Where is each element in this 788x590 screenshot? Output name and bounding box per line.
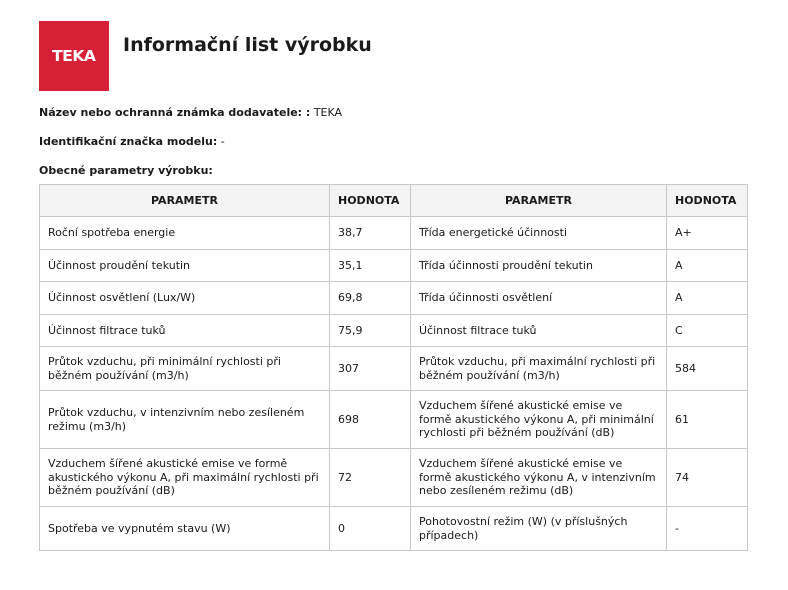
- value-cell: 0: [330, 507, 411, 551]
- value-cell: -: [667, 507, 748, 551]
- general-params-label: Obecné parametry výrobku:: [39, 164, 213, 177]
- value-cell: 38,7: [330, 217, 411, 250]
- value-cell: A: [667, 282, 748, 315]
- value-cell: A+: [667, 217, 748, 250]
- model-label: Identifikační značka modelu:: [39, 135, 218, 148]
- table-row: [40, 347, 748, 391]
- table-row: [40, 391, 748, 449]
- table-row: [40, 282, 748, 315]
- value-cell: 75,9: [330, 314, 411, 347]
- value-cell: C: [667, 314, 748, 347]
- param-cell: Průtok vzduchu, při maximální rychlosti při běžném používání (m3/h): [411, 347, 667, 391]
- table-row: [40, 217, 748, 250]
- page-title: Informační list výrobku: [123, 34, 372, 56]
- value-cell: 698: [330, 391, 411, 449]
- param-cell: Roční spotřeba energie: [40, 217, 330, 250]
- param-cell: Třída energetické účinnosti: [411, 217, 667, 250]
- value-cell: A: [667, 249, 748, 282]
- param-cell: Průtok vzduchu, při minimální rychlosti při běžném používání (m3/h): [40, 347, 330, 391]
- header-parameter-2: PARAMETR: [411, 185, 667, 217]
- supplier-label: Název nebo ochranná známka dodavatele: :: [39, 106, 311, 119]
- table-row: [40, 314, 748, 347]
- header-value-1: HODNOTA: [330, 185, 411, 217]
- logo-text: TEKA: [52, 47, 96, 65]
- value-cell: 69,8: [330, 282, 411, 315]
- value-cell: 584: [667, 347, 748, 391]
- parameters-table: [39, 184, 748, 551]
- param-cell: Vzduchem šířené akustické emise ve formě akustického výkonu A, v intenzivním nebo zesíleném režimu (dB): [411, 449, 667, 507]
- param-cell: Účinnost filtrace tuků: [40, 314, 330, 347]
- table-row: [40, 249, 748, 282]
- teka-logo: [39, 21, 109, 91]
- table-row: [40, 507, 748, 551]
- value-cell: 307: [330, 347, 411, 391]
- value-cell: 61: [667, 391, 748, 449]
- param-cell: Účinnost proudění tekutin: [40, 249, 330, 282]
- param-cell: Třída účinnosti proudění tekutin: [411, 249, 667, 282]
- value-cell: 35,1: [330, 249, 411, 282]
- supplier-value: TEKA: [313, 106, 343, 119]
- param-cell: Vzduchem šířené akustické emise ve formě akustického výkonu A, při minimální rychlosti při běžném používání (dB): [411, 391, 667, 449]
- value-cell: 74: [667, 449, 748, 507]
- param-cell: Pohotovostní režim (W) (v příslušných případech): [411, 507, 667, 551]
- param-cell: Účinnost filtrace tuků: [411, 314, 667, 347]
- table-header-row: [40, 185, 748, 217]
- param-cell: Vzduchem šířené akustické emise ve formě akustického výkonu A, při maximální rychlosti při běžném používání (dB): [40, 449, 330, 507]
- param-cell: Spotřeba ve vypnutém stavu (W): [40, 507, 330, 551]
- param-cell: Třída účinnosti osvětlení: [411, 282, 667, 315]
- header-parameter-1: PARAMETR: [40, 185, 330, 217]
- value-cell: 72: [330, 449, 411, 507]
- param-cell: Účinnost osvětlení (Lux/W): [40, 282, 330, 315]
- table-row: [40, 449, 748, 507]
- supplier-line: [39, 106, 342, 119]
- param-cell: Průtok vzduchu, v intenzivním nebo zesíleném režimu (m3/h): [40, 391, 330, 449]
- general-params-heading: [39, 164, 213, 177]
- model-line: [39, 135, 225, 148]
- model-value: -: [220, 135, 225, 148]
- header-value-2: HODNOTA: [667, 185, 748, 217]
